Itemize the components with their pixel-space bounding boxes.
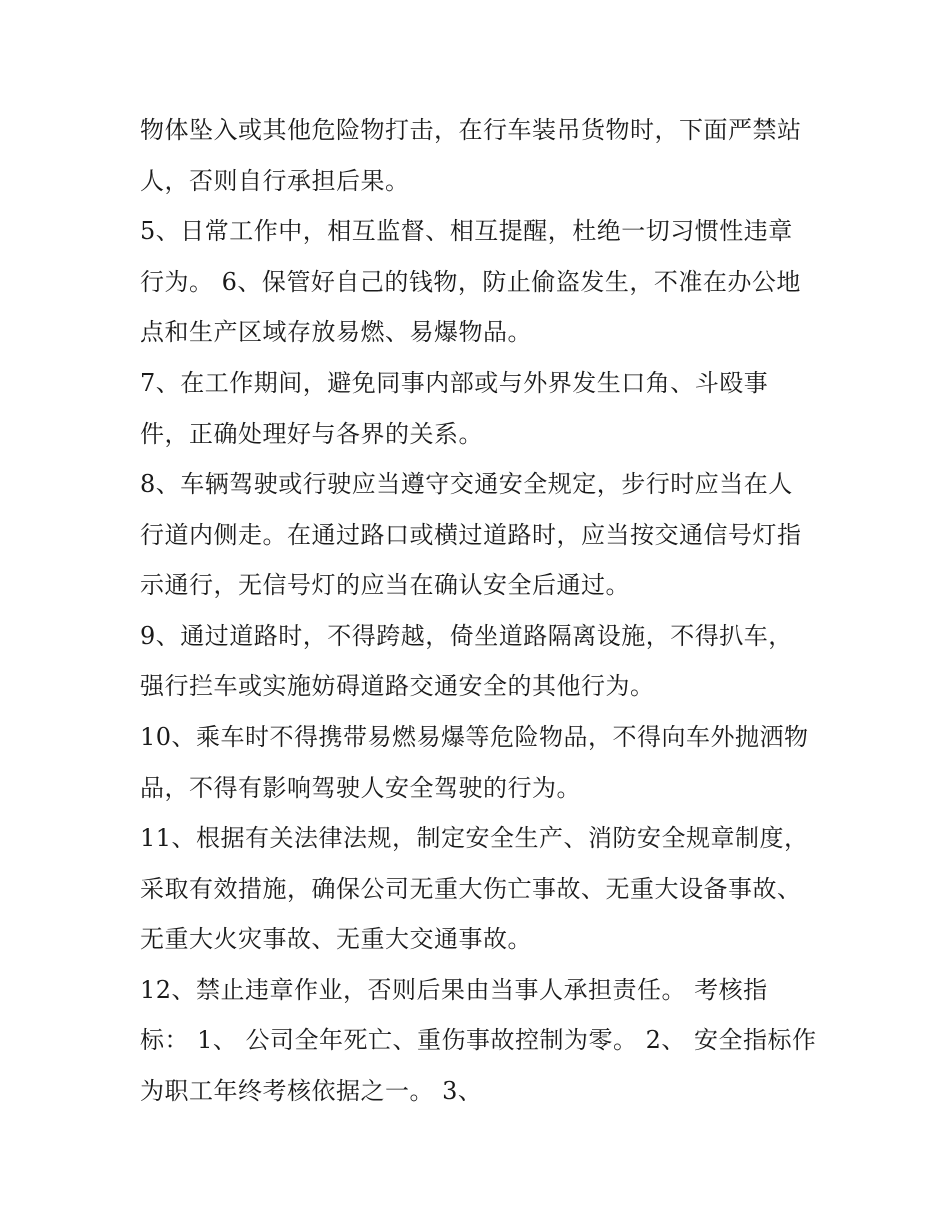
text-line: 强行拦车或实施妨碍道路交通安全的其他行为。 [140,672,655,700]
text-line: 人，否则自行承担后果。 [140,167,410,195]
text-line: 示通行，无信号灯的应当在确认安全后通过。 [140,571,630,599]
text-line: 8、车辆驾驶或行驶应当遵守交通安全规定，步行时应当在人 [140,470,793,498]
text-line: 标： 1、 公司全年死亡、重伤事故控制为零。 2、 安全指标作 [140,1026,817,1054]
text-line: 点和生产区域存放易燃、易爆物品。 [140,318,532,346]
text-line: 行为。 6、保管好自己的钱物，防止偷盗发生，不准在办公地 [140,268,801,296]
text-line: 物体坠入或其他危险物打击，在行车装吊货物时，下面严禁站 [140,116,802,144]
text-line: 9、通过道路时，不得跨越，倚坐道路隔离设施，不得扒车， [140,622,793,650]
text-line: 为职工年终考核依据之一。 3、 [140,1077,483,1105]
text-line: 采取有效措施，确保公司无重大伤亡事故、无重大设备事故、 [140,875,802,903]
text-line: 件，正确处理好与各界的关系。 [140,420,483,448]
text-line: 7、在工作期间，避免同事内部或与外界发生口角、斗殴事 [140,369,769,397]
text-line: 11、根据有关法律法规，制定安全生产、消防安全规章制度， [140,824,809,852]
text-line: 行道内侧走。在通过路口或横过道路时，应当按交通信号灯指 [140,521,802,549]
text-line: 品，不得有影响驾驶人安全驾驶的行为。 [140,774,581,802]
text-line: 无重大火灾事故、无重大交通事故。 [140,925,532,953]
text-line: 5、日常工作中，相互监督、相互提醒，杜绝一切习惯性违章 [140,217,793,245]
text-line: 10、乘车时不得携带易燃易爆等危险物品，不得向车外抛洒物 [140,723,809,751]
text-line: 12、禁止违章作业，否则后果由当事人承担责任。 考核指 [140,976,768,1004]
